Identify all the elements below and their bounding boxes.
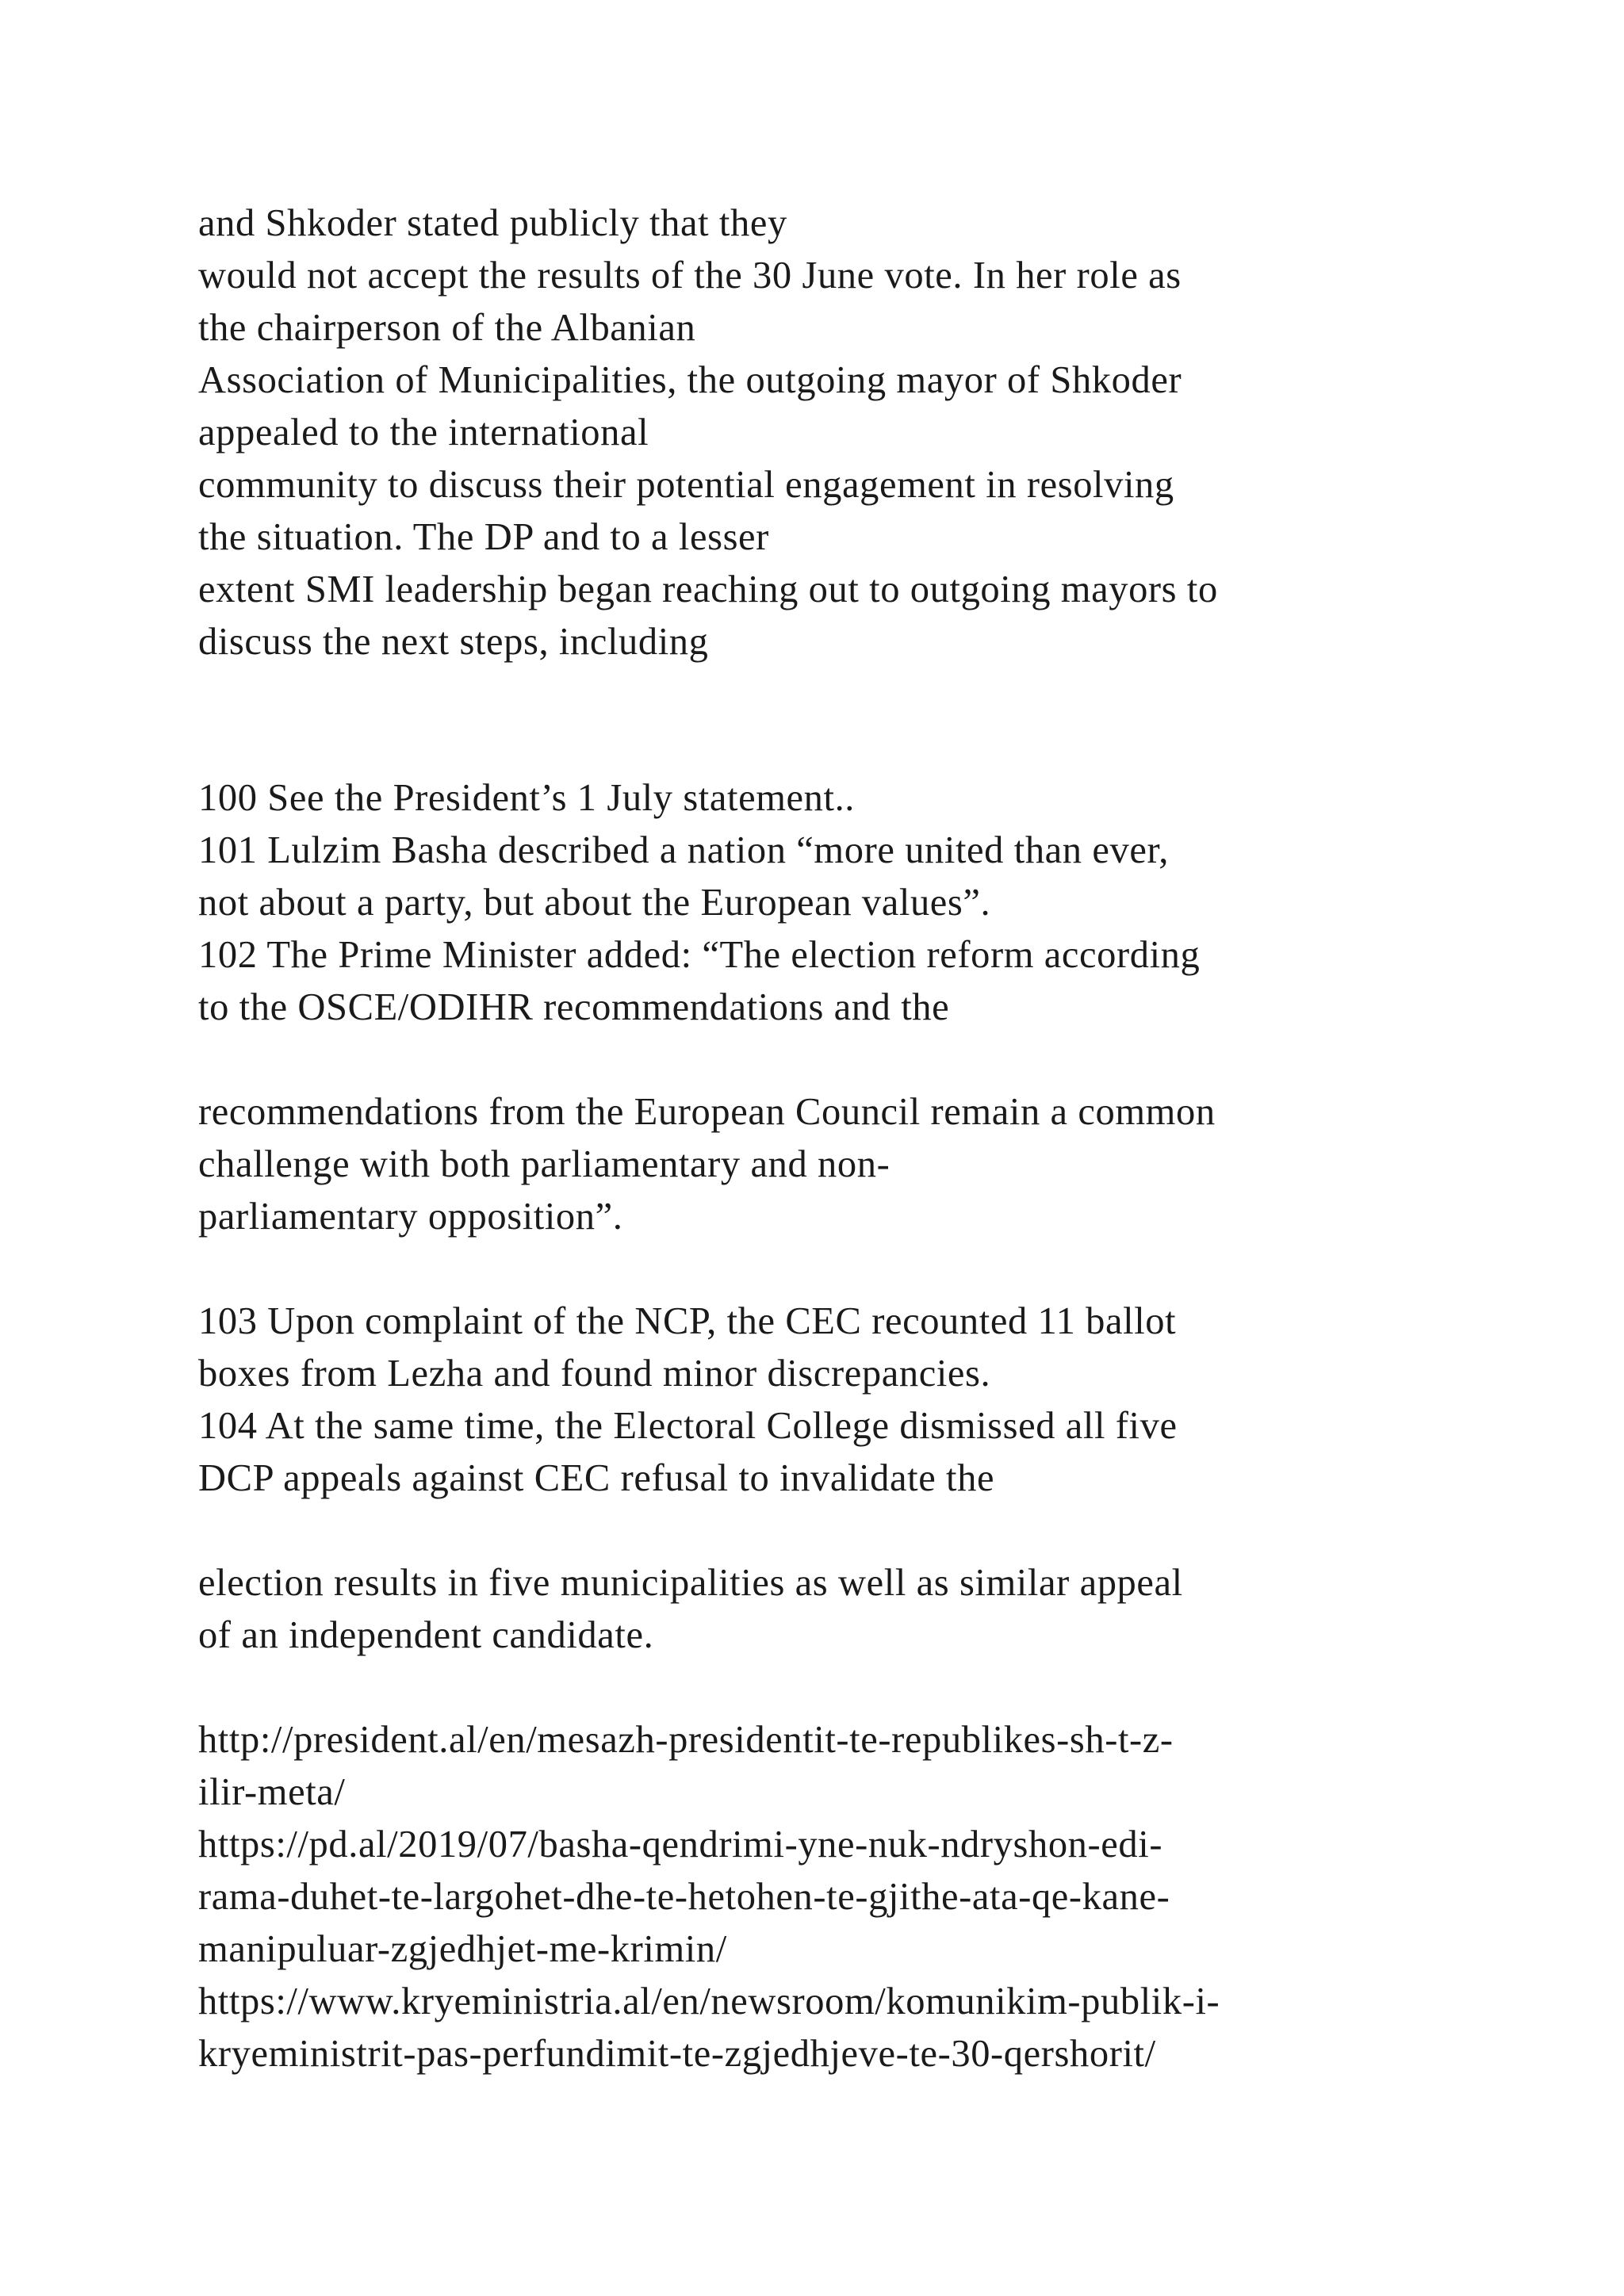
reference-url-line: kryeministrit-pas-perfundimit-te-zgjedhjeve-te-30-qershorit/: [198, 2033, 1156, 2075]
footnote-104-continued: DCP appeals against CEC refusal to invalidate the: [198, 1457, 995, 1499]
reference-url-line: http://president.al/en/mesazh-presidentit-te-republikes-sh-t-z-: [198, 1719, 1174, 1761]
footnote-102-continued: parliamentary opposition”.: [198, 1196, 623, 1238]
footnote-103: 103 Upon complaint of the NCP, the CEC recounted 11 ballot: [198, 1300, 1177, 1342]
footnote-100: 100 See the President’s 1 July statement..: [198, 777, 856, 819]
reference-url-line: ilir-meta/: [198, 1771, 346, 1813]
body-text-line: the situation. The DP and to a lesser: [198, 516, 769, 558]
body-text-line: appealed to the international: [198, 411, 649, 453]
body-text-line: the chairperson of the Albanian: [198, 307, 696, 349]
body-text-line: and Shkoder stated publicly that they: [198, 202, 787, 244]
footnote-103-continued: boxes from Lezha and found minor discrepancies.: [198, 1353, 991, 1395]
footnote-101-continued: not about a party, but about the European values”.: [198, 882, 991, 924]
reference-url-line: https://www.kryeministria.al/en/newsroom/komunikim-publik-i-: [198, 1980, 1220, 2022]
body-text-line: would not accept the results of the 30 June vote. In her role as: [198, 254, 1182, 297]
reference-url-line: manipuluar-zgjedhjet-me-krimin/: [198, 1928, 727, 1970]
footnote-104: 104 At the same time, the Electoral College dismissed all five: [198, 1405, 1178, 1447]
body-text-line: discuss the next steps, including: [198, 621, 709, 663]
footnote-104-continued: of an independent candidate.: [198, 1614, 654, 1656]
body-text-line: community to discuss their potential engagement in resolving: [198, 464, 1174, 506]
reference-url-line: rama-duhet-te-largohet-dhe-te-hetohen-te-gjithe-ata-qe-kane-: [198, 1876, 1170, 1918]
body-text-line: extent SMI leadership began reaching out to outgoing mayors to: [198, 568, 1218, 610]
footnote-104-continued: election results in five municipalities as well as similar appeal: [198, 1562, 1183, 1604]
footnote-102: 102 The Prime Minister added: “The election reform according: [198, 934, 1201, 976]
footnote-102-continued: challenge with both parliamentary and non-: [198, 1143, 891, 1185]
body-text-line: Association of Municipalities, the outgoing mayor of Shkoder: [198, 359, 1182, 401]
footnote-102-continued: to the OSCE/ODIHR recommendations and the: [198, 986, 950, 1028]
reference-url-line: https://pd.al/2019/07/basha-qendrimi-yne-nuk-ndryshon-edi-: [198, 1823, 1163, 1866]
footnote-102-continued: recommendations from the European Council remain a common: [198, 1091, 1216, 1133]
footnote-101: 101 Lulzim Basha described a nation “more united than ever,: [198, 829, 1170, 871]
